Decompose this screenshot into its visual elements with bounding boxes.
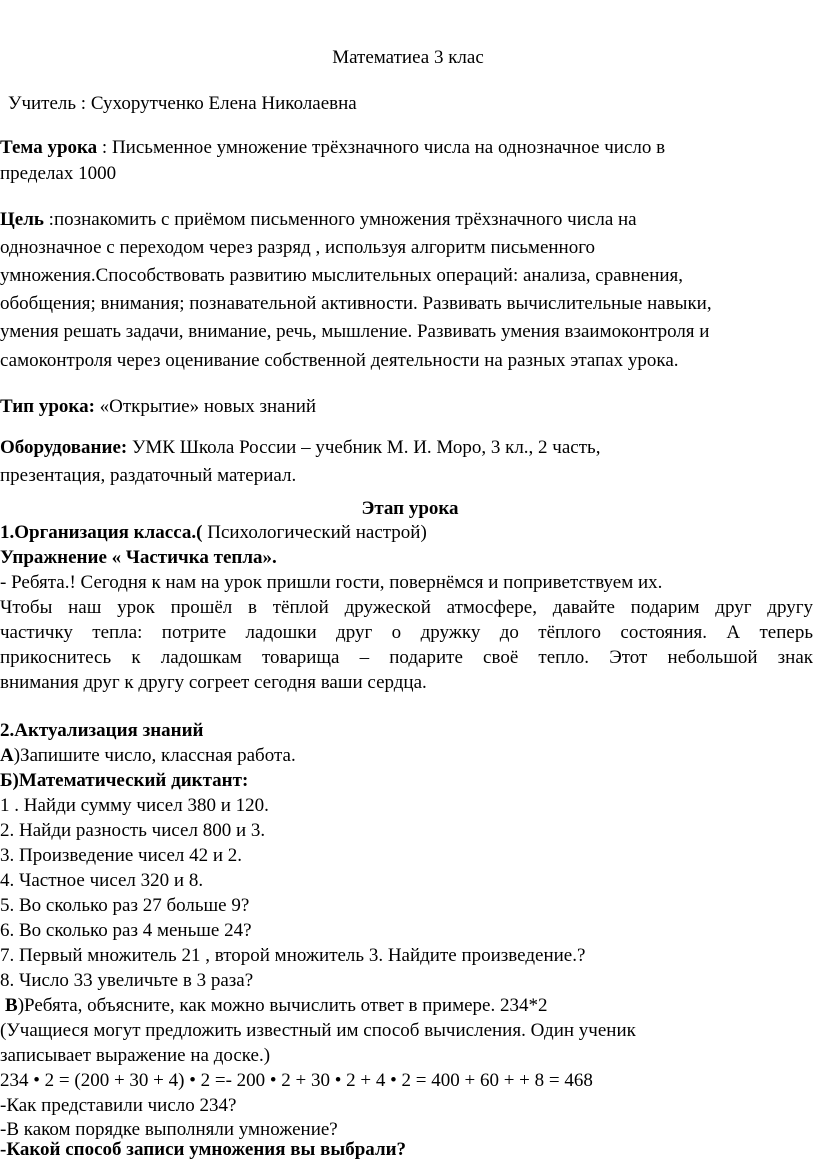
task-a-line: [0, 745, 296, 767]
goal-text: :познакомить с приёмом письменного умножения трёхзначного числа на: [43, 209, 637, 230]
task-b-heading: Б)Математический диктант:: [0, 770, 249, 791]
dictation-item: 8. Число 33 увеличьте в 3 раза?: [0, 970, 254, 991]
equipment-text: УМК Школа России – учебник М. И. Моро, 3 кл., 2 часть,: [127, 437, 601, 458]
topic-line-2: пределах 1000: [0, 163, 117, 184]
dictation-item: 7. Первый множитель 21 , второй множитель 3. Найдите произведение.?: [0, 945, 586, 966]
task-v-text: )Ребята, объясните, как можно вычислить ответ в примере. 234*2: [17, 995, 548, 1016]
goal-line-5: умения решать задачи, внимание, речь, мышление. Развивать умения взаимоконтроля и: [0, 321, 710, 342]
teacher-line: Учитель : Сухорутченко Елена Николаевна: [8, 93, 357, 114]
equipment-label: Оборудование:: [0, 437, 128, 458]
lesson-type-value: «Открытие» новых знаний: [94, 396, 317, 417]
lesson-type-label: Тип урока:: [0, 396, 95, 417]
document-title: Математиеа 3 клас: [332, 47, 484, 68]
lesson-type-line: [0, 396, 316, 418]
dictation-item: 4. Частное чисел 320 и 8.: [0, 870, 204, 891]
question-3: -Какой способ записи умножения вы выбрали?: [0, 1139, 407, 1160]
task-v-label: В: [5, 995, 18, 1016]
equipment-line-2: презентация, раздаточный материал.: [0, 465, 297, 486]
goal-line-1: [0, 209, 637, 231]
section1-heading: [0, 522, 427, 544]
task-a-text: )Запишите число, классная работа.: [13, 745, 296, 766]
section1-title: 1.Организация класса.(: [0, 522, 203, 543]
note-line-1: (Учащиеся могут предложить известный им способ вычисления. Один ученик: [0, 1020, 636, 1041]
goal-line-3: умножения.Способствовать развитию мыслительных операций: анализа, сравнения,: [0, 265, 684, 286]
section1-subtitle: Психологический настрой): [202, 522, 427, 543]
goal-label: Цель: [0, 209, 44, 230]
topic-label: Тема урока: [0, 137, 98, 158]
section1-paragraph-2-line-3: прикоснитесь к ладошкам товарища – подарите своё тепло. Этот небольшой знак: [0, 647, 813, 668]
dictation-item: 6. Во сколько раз 4 меньше 24?: [0, 920, 252, 941]
task-v-line: [5, 995, 548, 1017]
goal-line-4: обобщения; внимания; познавательной активности. Развивать вычислительные навыки,: [0, 293, 712, 314]
section1-paragraph-2-line-4: внимания друг к другу согреет сегодня ваши сердца.: [0, 672, 427, 693]
section1-paragraph-2-line-1: Чтобы наш урок прошёл в тёплой дружеской атмосфере, давайте подарим друг другу: [0, 597, 813, 618]
dictation-item: 2. Найди разность чисел 800 и 3.: [0, 820, 266, 841]
task-a-label: А: [0, 745, 14, 766]
dictation-item: 5. Во сколько раз 27 больше 9?: [0, 895, 250, 916]
expression-line: 234 • 2 = (200 + 30 + 4) • 2 =- 200 • 2 + 30 • 2 + 4 • 2 = 400 + 60 + + 8 = 468: [0, 1070, 593, 1091]
topic-line-1: [0, 137, 665, 159]
section1-paragraph-2-line-2: частичку тепла: потрите ладошки друг о дружку до тёплого состояния. А теперь: [0, 622, 813, 643]
section2-heading: 2.Актуализация знаний: [0, 720, 204, 741]
dictation-item: 3. Произведение чисел 42 и 2.: [0, 845, 243, 866]
note-line-2: записывает выражение на доске.): [0, 1045, 271, 1066]
dictation-item: 1 . Найди сумму чисел 380 и 120.: [0, 795, 269, 816]
question-1: -Как представили число 234?: [0, 1095, 237, 1116]
goal-line-2: однозначное с переходом через разряд , используя алгоритм письменного: [0, 237, 596, 258]
question-2: -В каком порядке выполняли умножение?: [0, 1119, 338, 1140]
exercise-title: Упражнение « Частичка тепла».: [0, 547, 277, 568]
goal-line-6: самоконтроля через оценивание собственной деятельности на разных этапах урока.: [0, 350, 679, 371]
topic-text: : Письменное умножение трёхзначного числа на однозначное число в: [97, 137, 666, 158]
equipment-line-1: [0, 437, 600, 459]
section1-paragraph-1: - Ребята.! Сегодня к нам на урок пришли гости, повернёмся и поприветствуем их.: [0, 572, 663, 593]
stage-heading: Этап урока: [361, 498, 459, 519]
